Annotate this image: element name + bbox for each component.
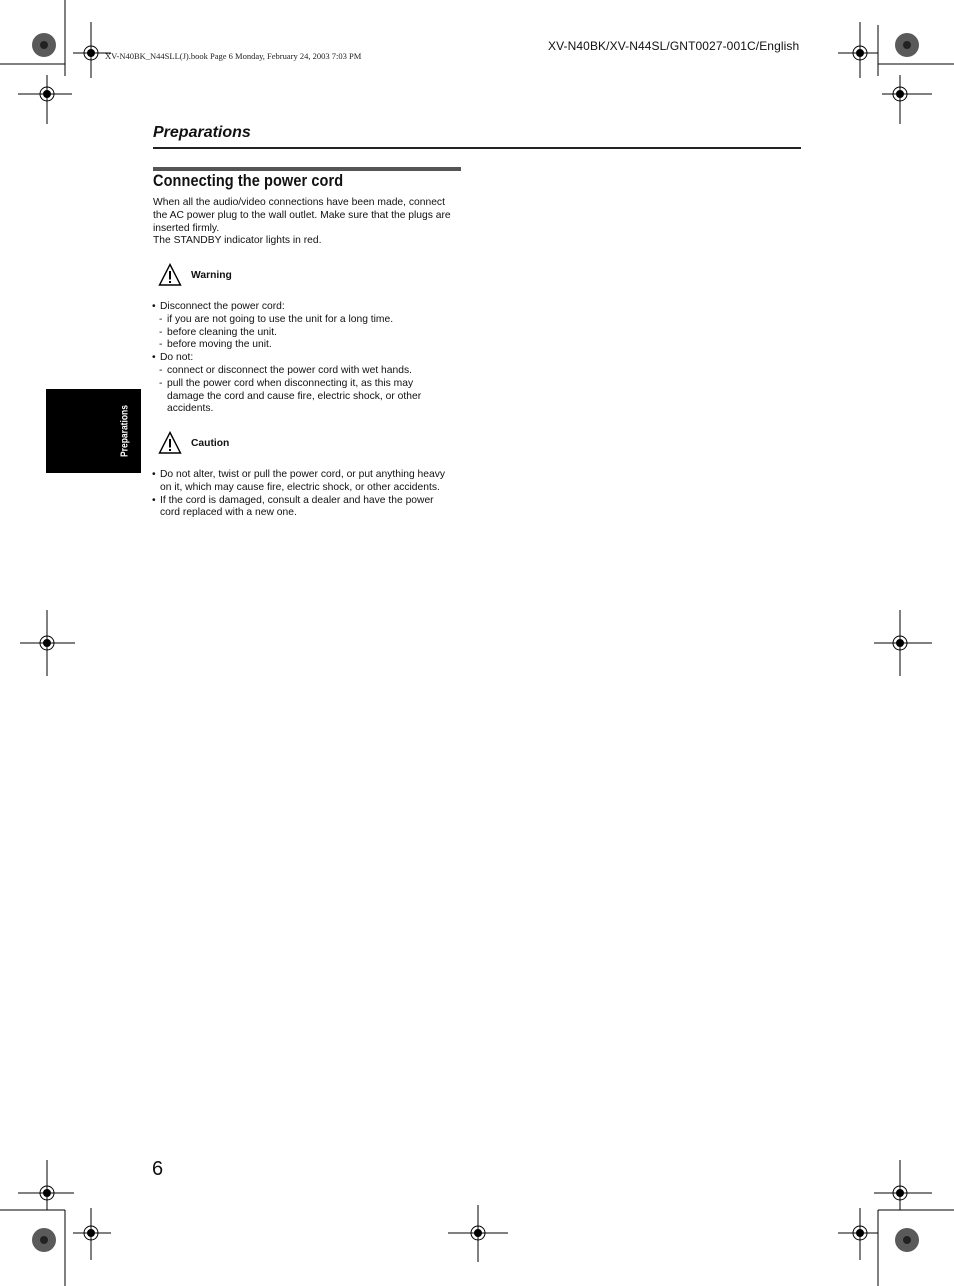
intro-line: When all the audio/video connections have been made, connect — [153, 197, 445, 208]
intro-line: inserted firmly. — [153, 222, 220, 234]
intro-paragraph — [153, 197, 451, 248]
page-heading: Connecting the power cord — [153, 172, 344, 190]
section-title: Preparations — [153, 124, 251, 141]
warning-triangle-icon — [158, 431, 182, 455]
file-info: XV-N40BK_N44SLL(J).book Page 6 Monday, February 24, 2003 7:03 PM — [105, 51, 362, 61]
section-rule — [153, 147, 801, 149]
side-tab — [46, 389, 141, 473]
side-tab-label: Preparations — [119, 405, 131, 457]
warning-triangle-icon — [158, 263, 182, 287]
caution-label: Caution — [191, 438, 230, 449]
intro-line: the AC power plug to the wall outlet. Make sure that the plugs are — [153, 209, 451, 221]
heading-bar — [153, 167, 461, 171]
warning-label: Warning — [191, 270, 232, 281]
page-number: 6 — [152, 1158, 164, 1180]
document-code: XV-N40BK/XV-N44SL/GNT0027-001C/English — [548, 39, 800, 53]
intro-line: The STANDBY indicator lights in red. — [153, 235, 322, 247]
